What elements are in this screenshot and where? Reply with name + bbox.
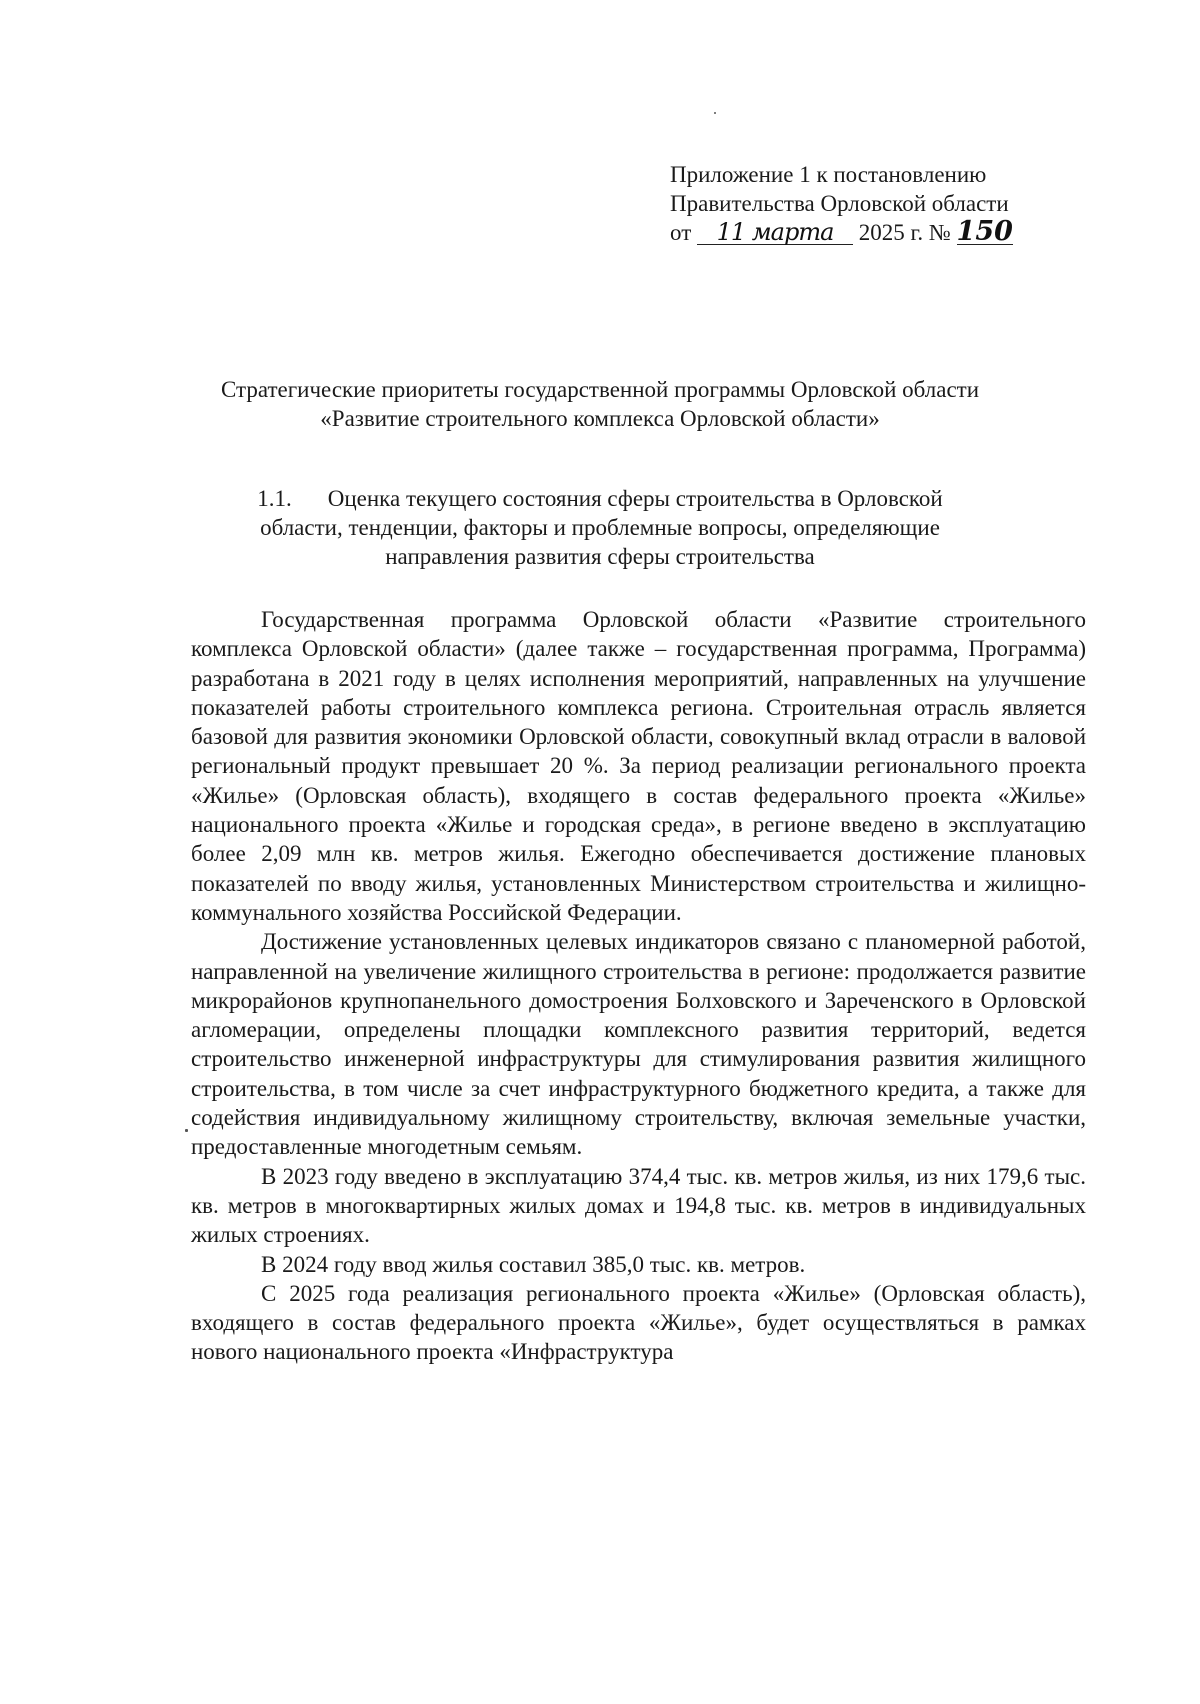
section-heading-text-1: Оценка текущего состояния сферы строительства в Орловской [327, 486, 943, 511]
scan-speck [714, 112, 716, 114]
title-line-2: «Развитие строительного комплекса Орловской области» [320, 406, 880, 431]
section-heading-line-1 [150, 484, 1050, 513]
paragraph: С 2025 года реализация регионального проекта «Жилье» (Орловская область), входящего в состав федерального проекта «Жилье», будет осуществляться в рамках нового национального проекта «Инфраструктура [191, 1280, 1086, 1365]
paragraph: Государственная программа Орловской области «Развитие строительного комплекса Орловской области» (далее также – государственная программа, Программа) разработана в 2021 году в целях исполнения мероприятий, направленных на улучшение показателей работы строительного комплекса региона. Строительная отрасль является базовой для развития экономики Орловской области, совокупный вклад отрасли в валовой региональный продукт превышает 20 %. За период реализации регионального проекта «Жилье» (Орловская область), входящего в состав федерального проекта «Жилье» национального проекта «Жилье и городская среда», в регионе введено в эксплуатацию более 2,09 млн кв. метров жилья. Ежегодно обеспечивается достижение плановых показателей по вводу жилья, установленных Министерством строительства и жилищно-коммунального хозяйства Российской Федерации. [191, 607, 1086, 925]
handwritten-number: 150 [956, 216, 1013, 247]
document-title [150, 375, 1050, 433]
section-number: 1.1. [257, 486, 292, 511]
title-line-1: Стратегические приоритеты государственной программы Орловской области [220, 377, 980, 402]
body-text [191, 605, 1086, 1367]
appendix-date-line [670, 218, 1090, 247]
date-prefix: от [670, 220, 692, 245]
appendix-line-1: Приложение 1 к постановлению [670, 162, 987, 187]
section-heading-line-3: направления развития сферы строительства [385, 544, 815, 569]
paragraph: В 2023 году введено в эксплуатацию 374,4 тыс. кв. метров жилья, из них 179,6 тыс. кв. метров в многоквартирных жилых домах и 194,8 тыс. кв. метров в индивидуальных жилых строениях. [191, 1163, 1086, 1248]
paragraph: Достижение установленных целевых индикаторов связано с планомерной работой, направленной на увеличение жилищного строительства в регионе: продолжается развитие микрорайонов крупнопанельного домостроения Болховского и Зареченского в Орловской агломерации, определены площадки комплексного развития территорий, ведется строительство инженерной инфраструктуры для стимулирования развития жилищного строительства, в том числе за счет инфраструктурного бюджетного кредита, а также для содействия индивидуальному жилищному строительству, включая земельные участки, предоставленные многодетным семьям. [191, 929, 1086, 1160]
handwritten-date: 11 марта [697, 220, 853, 245]
scan-speck [185, 1129, 188, 1132]
appendix-header [670, 160, 1090, 247]
section-heading [150, 484, 1050, 571]
year-text: 2025 г. № [858, 220, 951, 245]
paragraph: В 2024 году ввод жилья составил 385,0 тыс. кв. метров. [261, 1251, 806, 1277]
section-heading-line-2: области, тенденции, факторы и проблемные вопросы, определяющие [260, 515, 940, 540]
appendix-line-2: Правительства Орловской области [670, 191, 1009, 216]
